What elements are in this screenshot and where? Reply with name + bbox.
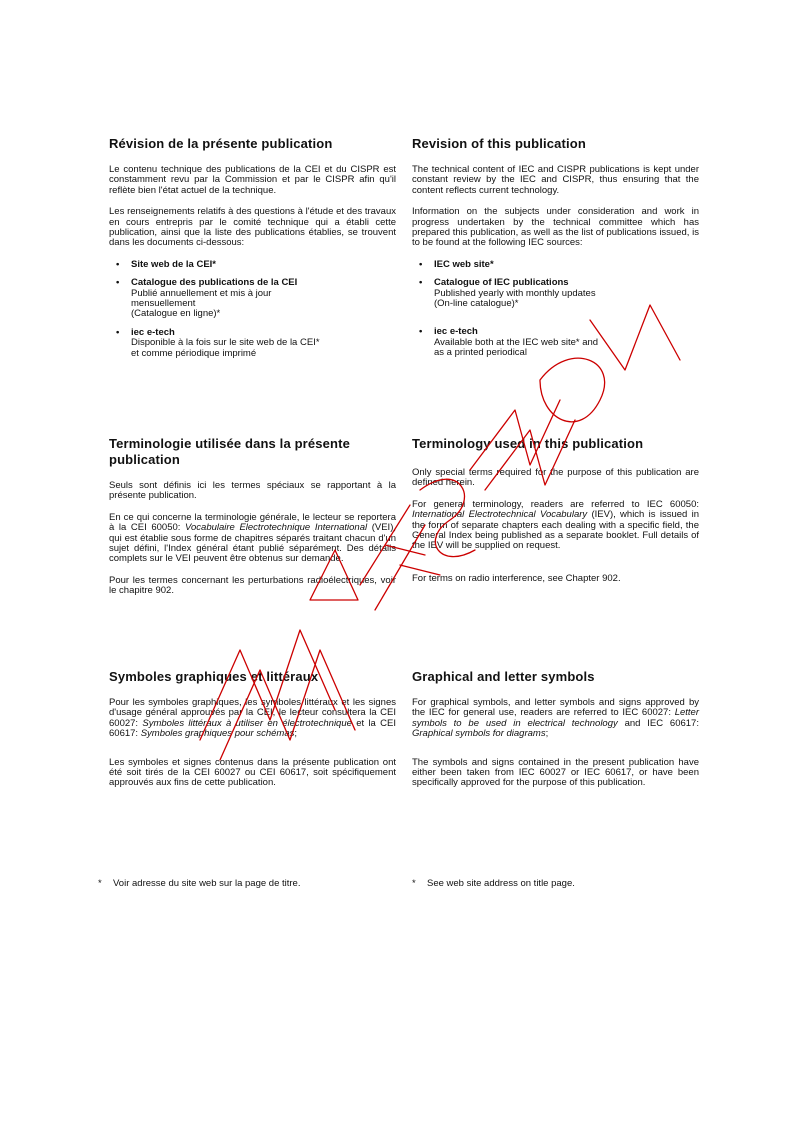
- paragraph: Les symboles et signes contenus dans la présente publication ont été soit tirés de la CEI 60027 ou CEI 60617, soit spécifiquement approuvés aux fins de cette publication.: [109, 756, 396, 789]
- list-item: • Catalogue of IEC publications Published yearly with monthly updates (On-line catalogue)*: [419, 277, 596, 310]
- footnote-fr: * Voir adresse du site web sur la page de titre.: [98, 878, 301, 889]
- revision-section-fr: [109, 136, 396, 367]
- section-heading: Terminologie utilisée dans la présente publication: [109, 436, 350, 467]
- paragraph: En ce qui concerne la terminologie générale, le lecteur se reportera à la CEI 60050: Vocabulaire Electrotechnique International (VEI), qui est établie sous forme de chapitres séparés traitant chacun d'un sujet défini, l'Index général étant publié séparément. Des détails complets sur le VEI peuvent être obtenus sur demande.: [109, 511, 396, 565]
- paragraph: Only special terms required for the purpose of this publication are defined herein.: [412, 467, 699, 489]
- section-heading: Symboles graphiques et littéraux: [109, 669, 319, 684]
- paragraph: Information on the subjects under consideration and work in progress undertaken by the technical committee which has prepared this publication, as well as the list of publications issued, is to be found at the following IEC sources:: [412, 206, 699, 249]
- section-heading: Révision de la présente publication: [109, 136, 333, 151]
- paragraph: For graphical symbols, and letter symbols and signs approved by the IEC for general use, readers are referred to IEC 60027: Letter symbols to be used in electrical technology and IEC 60617: Graphical symbols for diagrams;: [412, 697, 699, 740]
- paragraph: The technical content of IEC and CISPR publications is kept under constant review by the IEC and CISPR, thus ensuring that the content reflects current technology.: [412, 164, 699, 196]
- bullet-icon: •: [419, 326, 423, 338]
- list-item: • iec e-tech Disponible à la fois sur le site web de la CEI* et comme périodique imprimé: [116, 326, 320, 359]
- symbols-section-en: [412, 669, 699, 800]
- section-heading: Revision of this publication: [412, 136, 586, 151]
- revision-section-en: [412, 136, 699, 367]
- footnote-en: * See web site address on title page.: [412, 878, 575, 889]
- section-heading: Terminology used in this publication: [412, 436, 644, 451]
- bullet-icon: •: [419, 258, 423, 270]
- bullet-icon: •: [116, 277, 120, 289]
- list-item: • iec e-tech Available both at the IEC web site* and as a printed periodical: [419, 326, 599, 359]
- bullet-icon: •: [116, 258, 120, 270]
- paragraph: Pour les termes concernant les perturbations radioélectriques, voir le chapitre 902.: [109, 574, 396, 597]
- list-item: • Catalogue des publications de la CEI Publié annuellement et mis à jour mensuellement (Catalogue en ligne)*: [116, 277, 298, 320]
- source-list: [109, 260, 396, 359]
- terminology-section-en: [412, 436, 699, 595]
- paragraph: The symbols and signs contained in the present publication have either been taken from IEC 60027 or IEC 60617, or have been specifically approved for the purpose of this publication.: [412, 756, 699, 789]
- terminology-section-fr: [109, 436, 396, 608]
- paragraph: Pour les symboles graphiques, les symboles littéraux et les signes d'usage général approuvés par la CEI, le lecteur consultera la CEI 60027: Symboles littéraux à utiliser en électrotechnique et la CEI 60617: Symboles graphiques pour schémas;: [109, 697, 396, 740]
- source-list: [412, 260, 699, 359]
- list-item: • Site web de la CEI*: [116, 258, 216, 270]
- watermark-stroke: [540, 358, 605, 422]
- paragraph: Les renseignements relatifs à des questions à l'étude et des travaux en cours entrepris par le comité technique qui a établi cette publication, ainsi que la liste des publications établies, se trouvent dans les documents ci-dessous:: [109, 206, 396, 249]
- list-item: • IEC web site*: [419, 258, 494, 270]
- paragraph: Seuls sont définis ici les termes spéciaux se rapportant à la présente publication.: [109, 480, 396, 502]
- bullet-icon: •: [419, 277, 423, 289]
- paragraph: For general terminology, readers are referred to IEC 60050: International Electrotechnical Vocabulary (IEV), which is issued in the form of separate chapters each dealing with a specific field, the General Index being published as a separate booklet. Full details of the IEV will be supplied on request.: [412, 498, 699, 552]
- paragraph: For terms on radio interference, see Chapter 902.: [412, 572, 621, 584]
- bullet-icon: •: [116, 326, 120, 338]
- section-heading: Graphical and letter symbols: [412, 669, 595, 684]
- symbols-section-fr: [109, 669, 396, 800]
- paragraph: Le contenu technique des publications de la CEI et du CISPR est constamment revu par la Commission et par le CISPR afin qu'il reflète bien l'état actuel de la technique.: [109, 164, 396, 196]
